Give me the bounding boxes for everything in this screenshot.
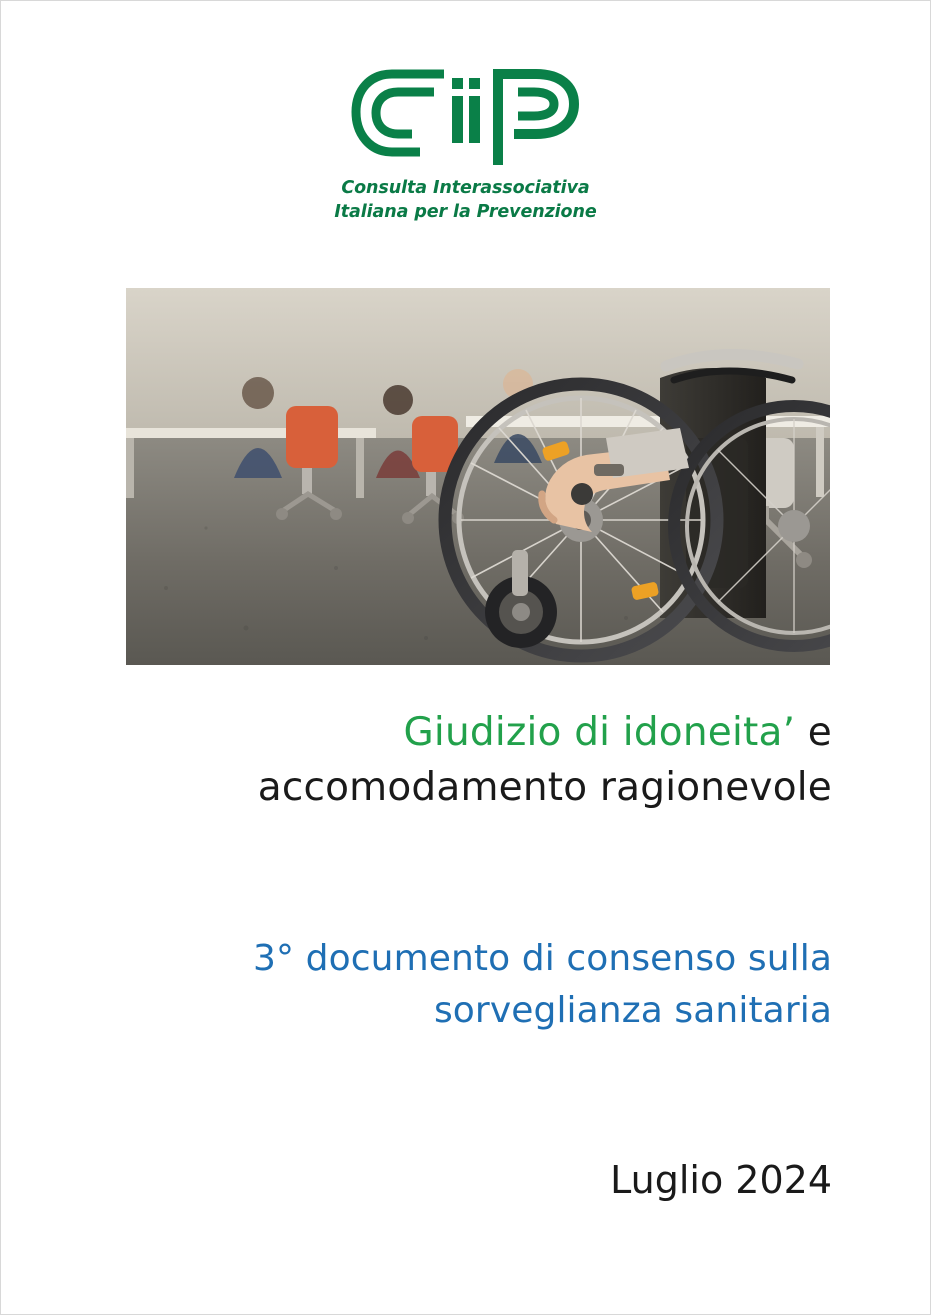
organization-name-line1: Consulta Interassociativa <box>341 178 590 198</box>
document-title-line2: accomodamento ragionevole <box>257 765 832 811</box>
document-date: Luglio 2024 <box>610 1158 832 1202</box>
organization-logo-block <box>0 62 931 224</box>
cover-photo <box>126 288 830 665</box>
document-title-highlight: Giudizio di idoneita’ <box>403 710 796 755</box>
document-subtitle-line2: sorveglianza sanitaria <box>433 990 832 1032</box>
ciip-logo-icon <box>348 62 583 167</box>
document-subtitle-line1: 3° documento di consenso sulla <box>253 938 832 979</box>
document-date-block <box>90 1158 832 1202</box>
organization-name-line2: Italiana per la Prevenzione <box>334 201 597 222</box>
document-title-rest: e <box>795 710 832 755</box>
document-title <box>90 705 832 816</box>
document-title-line1 <box>90 705 832 760</box>
document-subtitle <box>90 933 832 1037</box>
organization-name <box>334 177 596 224</box>
